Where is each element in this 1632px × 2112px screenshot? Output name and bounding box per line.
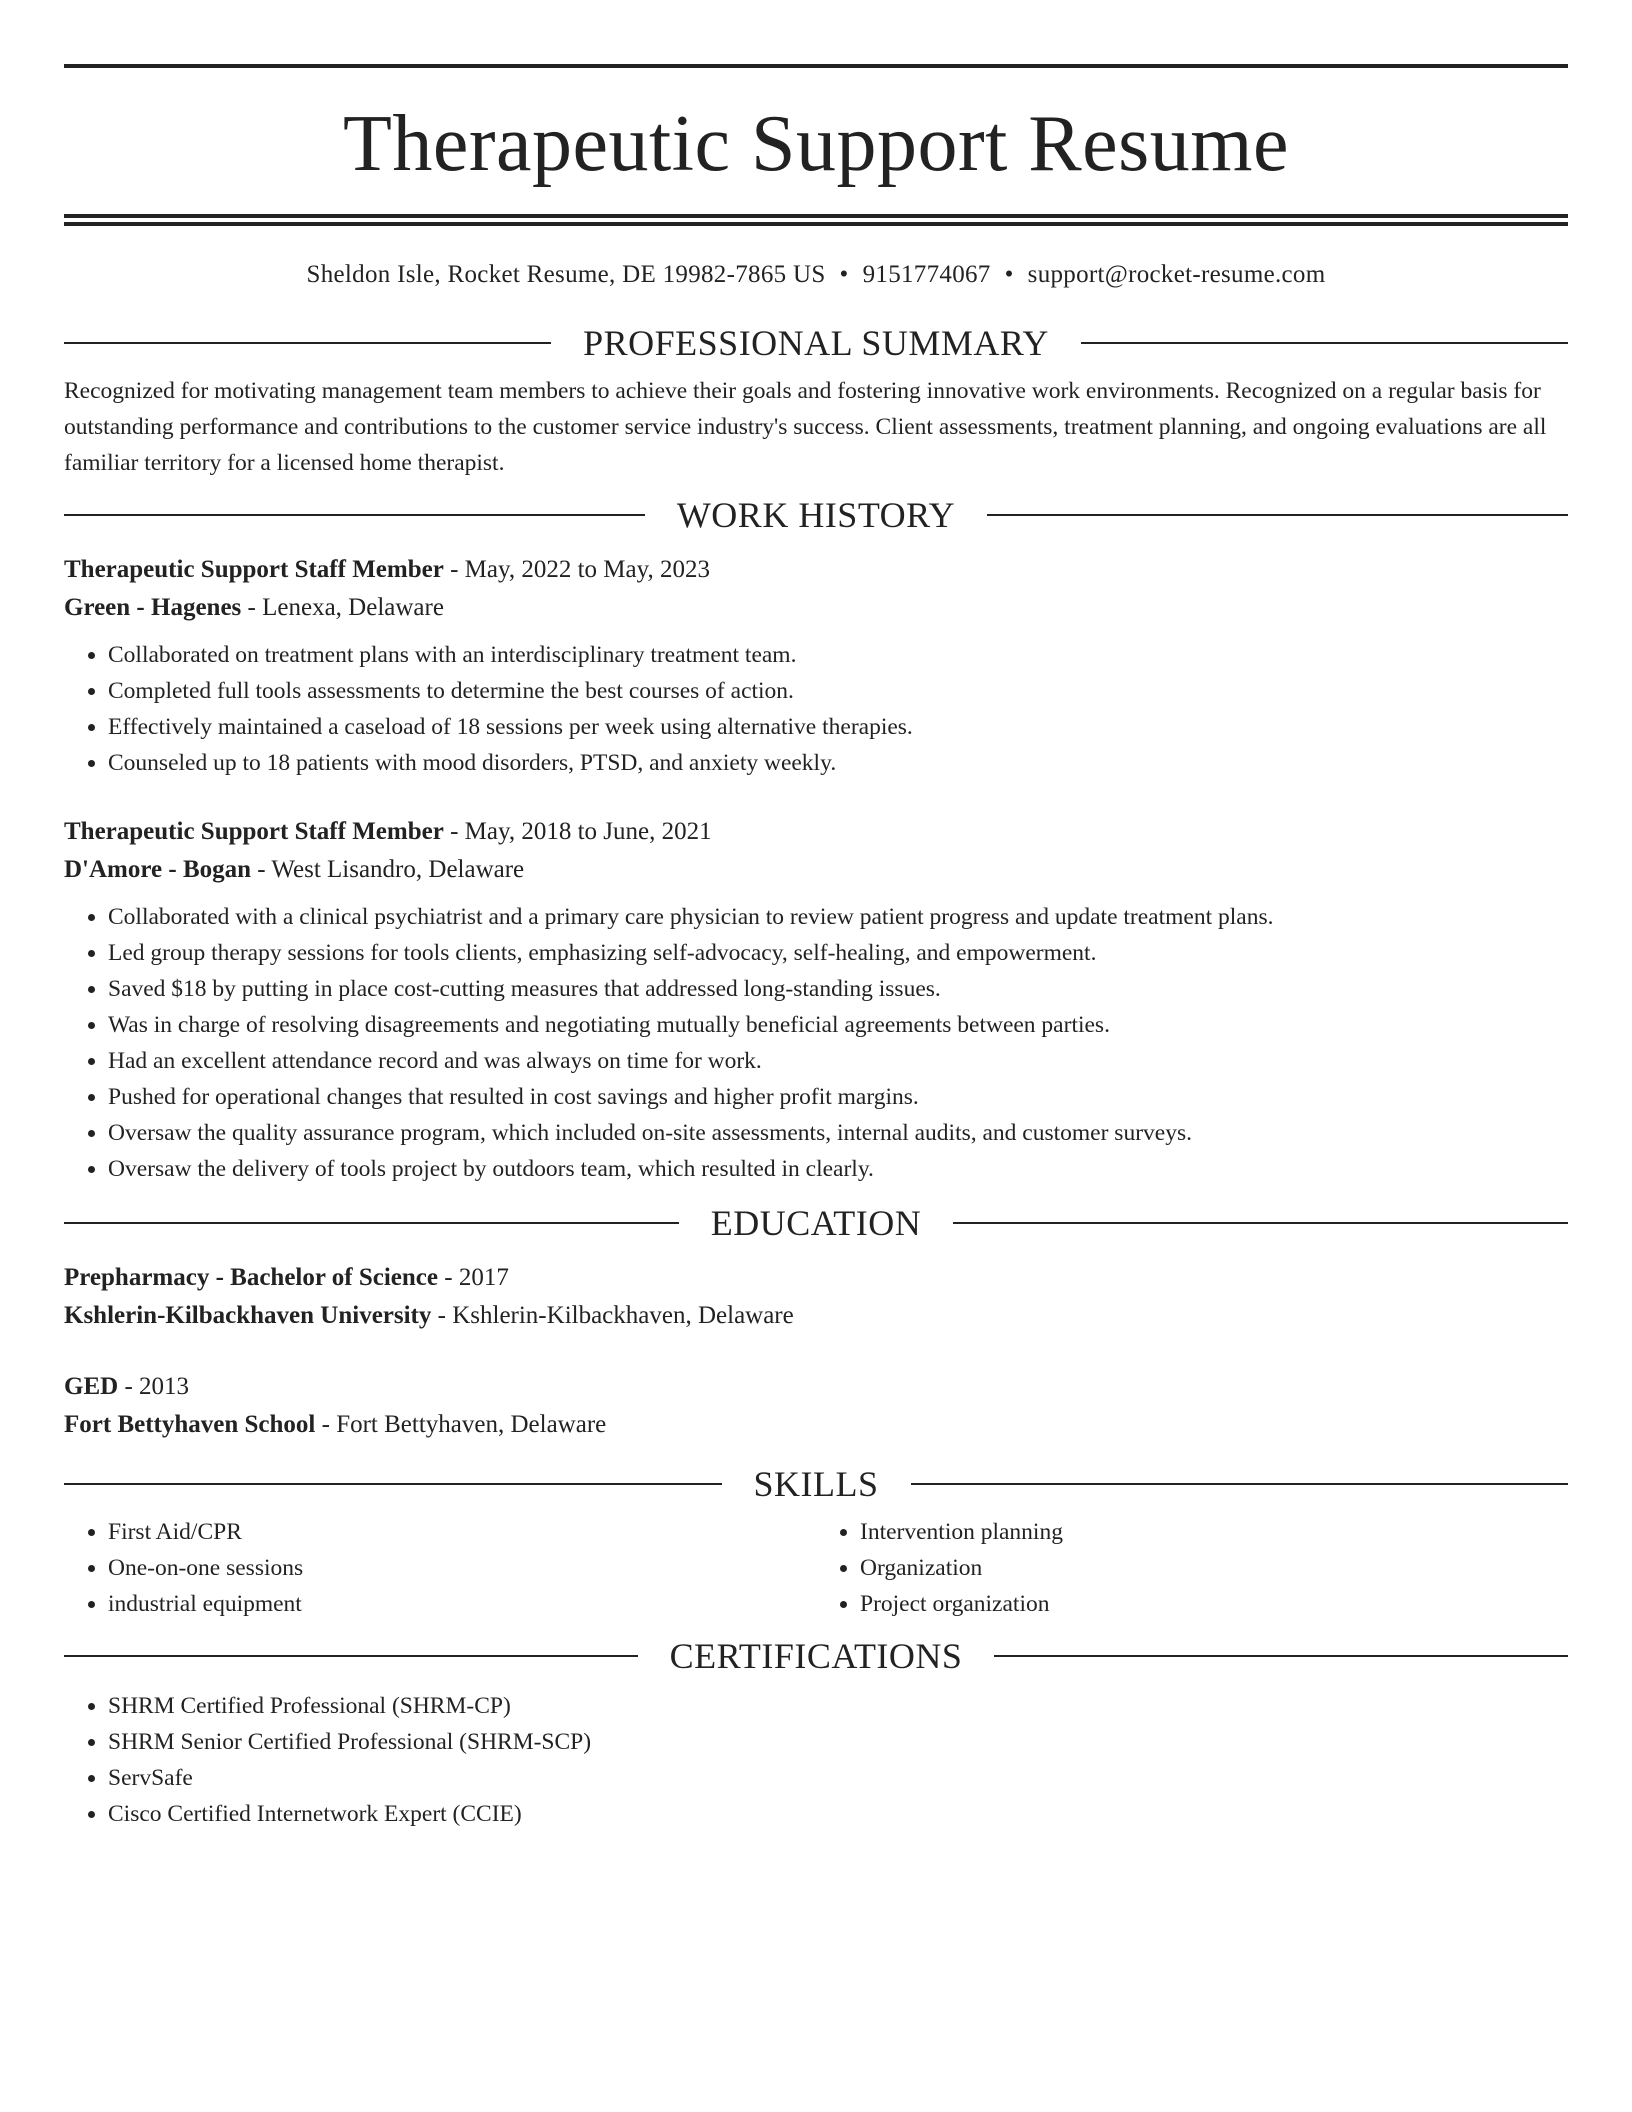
school: Fort Bettyhaven School	[64, 1411, 316, 1438]
skills-grid	[64, 1514, 1568, 1622]
list-item: • Cisco Certified Internetwork Expert (CCIE)	[108, 1796, 1568, 1832]
job-title-line	[64, 813, 1568, 851]
education-entry	[64, 1259, 1568, 1335]
list-item: • Collaborated with a clinical psychiatrist and a primary care physician to review patient progress and update treatment plans.	[108, 899, 1568, 935]
job-title: Therapeutic Support Staff Member	[64, 556, 444, 583]
list-item: • Saved $18 by putting in place cost-cutting measures that addressed long-standing issues.	[108, 971, 1568, 1007]
job-company: D'Amore - Bogan	[64, 856, 252, 883]
page-title: Therapeutic Support Resume	[342, 100, 1290, 188]
job-company: Green - Hagenes	[64, 594, 242, 621]
section-title: PROFESSIONAL SUMMARY	[583, 323, 1049, 363]
resume-page	[64, 64, 1568, 1832]
list-item: • industrial equipment	[108, 1586, 816, 1622]
job-bullets	[64, 899, 1568, 1187]
list-item: • Had an excellent attendance record and was always on time for work.	[108, 1043, 1568, 1079]
job-dates: - May, 2018 to June, 2021	[443, 818, 712, 845]
skills-column-left	[64, 1514, 816, 1622]
heading-rule	[64, 342, 551, 344]
job-location: - Lenexa, Delaware	[241, 594, 444, 621]
list-item: • Intervention planning	[860, 1514, 1568, 1550]
list-item: • Pushed for operational changes that resulted in cost savings and higher profit margins.	[108, 1079, 1568, 1115]
list-item: • Collaborated on treatment plans with an interdisciplinary treatment team.	[108, 637, 1568, 673]
section-heading-work	[64, 495, 1568, 535]
list-item: • SHRM Senior Certified Professional (SHRM-SCP)	[108, 1724, 1568, 1760]
heading-rule	[1081, 342, 1568, 344]
certifications-list	[64, 1688, 1568, 1832]
contact-phone: 9151774067	[862, 261, 991, 288]
school: Kshlerin-Kilbackhaven University	[64, 1302, 432, 1329]
heading-rule	[994, 1655, 1568, 1657]
job-location: - West Lisandro, Delaware	[251, 856, 525, 883]
title-double-rule	[64, 214, 1568, 226]
list-item: • Project organization	[860, 1586, 1568, 1622]
list-item: • One-on-one sessions	[108, 1550, 816, 1586]
heading-rule	[911, 1483, 1569, 1485]
list-item: • Oversaw the quality assurance program, which included on-site assessments, internal audits, and customer surveys.	[108, 1115, 1568, 1151]
job-bullets	[64, 637, 1568, 781]
heading-rule	[64, 1655, 638, 1657]
degree: GED	[64, 1373, 119, 1400]
section-heading-education	[64, 1203, 1568, 1243]
contact-separator: •	[1004, 261, 1014, 288]
list-item: • Was in charge of resolving disagreements and negotiating mutually beneficial agreements between parties.	[108, 1007, 1568, 1043]
list-item: • SHRM Certified Professional (SHRM-CP)	[108, 1688, 1568, 1724]
list-item: • ServSafe	[108, 1760, 1568, 1796]
job-title-line	[64, 551, 1568, 589]
contact-address: Sheldon Isle, Rocket Resume, DE 19982-7865 US	[306, 261, 826, 288]
degree: Prepharmacy - Bachelor of Science	[64, 1264, 438, 1291]
section-title: EDUCATION	[710, 1203, 922, 1243]
list-item: • Counseled up to 18 patients with mood disorders, PTSD, and anxiety weekly.	[108, 745, 1568, 781]
contact-email: support@rocket-resume.com	[1027, 261, 1326, 288]
degree-year: - 2013	[118, 1373, 190, 1400]
skills-column-right	[816, 1514, 1568, 1622]
section-title: SKILLS	[753, 1464, 879, 1504]
section-title: CERTIFICATIONS	[669, 1636, 963, 1676]
job-entry	[64, 551, 1568, 781]
job-dates: - May, 2022 to May, 2023	[443, 556, 711, 583]
degree-line	[64, 1259, 1568, 1297]
school-line	[64, 1406, 1568, 1444]
list-item: • Oversaw the delivery of tools project by outdoors team, which resulted in clearly.	[108, 1151, 1568, 1187]
job-title: Therapeutic Support Staff Member	[64, 818, 444, 845]
school-line	[64, 1297, 1568, 1335]
job-entry	[64, 813, 1568, 1187]
section-heading-certifications	[64, 1636, 1568, 1676]
degree-line	[64, 1368, 1568, 1406]
summary-text: Recognized for motivating management team members to achieve their goals and fostering innovative work environments. Recognized on a regular basis for outstanding performance and contributions to the customer service industry's success. Client assessments, treatment planning, and ongoing evaluations are all familiar territory for a licensed home therapist.	[64, 378, 1547, 476]
section-heading-summary	[64, 323, 1568, 363]
section-heading-skills	[64, 1464, 1568, 1504]
list-item: • Effectively maintained a caseload of 18 sessions per week using alternative therapies.	[108, 709, 1568, 745]
job-company-line	[64, 589, 1568, 627]
contact-line	[64, 260, 1568, 290]
heading-rule	[953, 1222, 1568, 1224]
education-entry	[64, 1368, 1568, 1444]
list-item: • Led group therapy sessions for tools clients, emphasizing self-advocacy, self-healing, and empowerment.	[108, 935, 1568, 971]
section-title: WORK HISTORY	[676, 495, 956, 535]
list-item: • Organization	[860, 1550, 1568, 1586]
heading-rule	[64, 1483, 722, 1485]
heading-rule	[64, 1222, 679, 1224]
list-item: • Completed full tools assessments to determine the best courses of action.	[108, 673, 1568, 709]
heading-rule	[64, 514, 645, 516]
school-location: - Kshlerin-Kilbackhaven, Delaware	[431, 1302, 794, 1329]
school-location: - Fort Bettyhaven, Delaware	[315, 1411, 607, 1438]
degree-year: - 2017	[438, 1264, 509, 1291]
job-company-line	[64, 851, 1568, 889]
top-rule	[64, 64, 1568, 68]
contact-separator: •	[839, 261, 849, 288]
list-item: • First Aid/CPR	[108, 1514, 816, 1550]
heading-rule	[987, 514, 1568, 516]
